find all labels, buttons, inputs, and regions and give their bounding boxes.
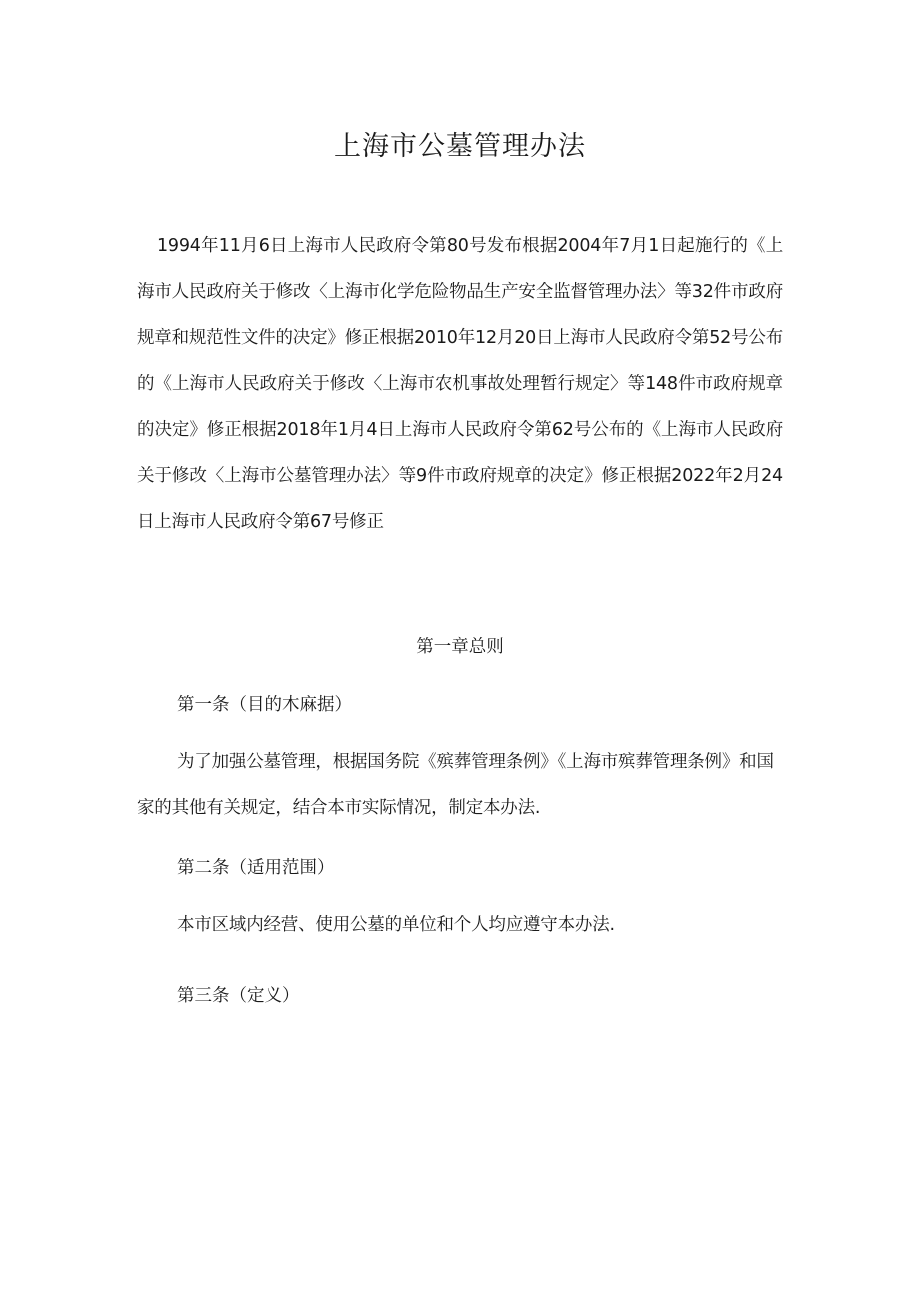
article-3-heading: 第三条（定义）: [177, 986, 300, 1006]
revision-history: 1994年11月6日上海市人民政府令第80号发布根据2004年7月1日起施行的《上海市人民政府关于修改〈上海市化学危险物品生产安全监督管理办法〉等32件市政府规章和规范性文件的决定》修正根据2010年12月20日上海市人民政府令第52号公布的《上海市人民政府关于修改〈上海市农机事故处理暂行规定〉等148件市政府规章的决定》修正根据2018年1月4日上海市人民政府令第62号公布的《上海市人民政府关于修改〈上海市公墓管理办法〉等9件市政府规章的决定》修正根据2022年2月24日上海市人民政府令第67号修正: [137, 236, 783, 532]
article-2-text: 本市区域内经营、使用公墓的单位和个人均应遵守本办法.: [177, 915, 615, 935]
article-1-heading: 第一条（目的木麻据）: [177, 695, 352, 715]
document-title: 上海市公墓管理办法: [334, 131, 586, 162]
article-1-text: 为了加强公墓管理，根据国务院《殡葬管理条例》《上海市殡葬管理条例》和国家的其他有关规定，结合本市实际情况，制定本办法.: [137, 752, 774, 818]
article-2-heading: 第二条（适用范围）: [177, 858, 335, 878]
chapter-heading: 第一章总则: [416, 637, 504, 657]
